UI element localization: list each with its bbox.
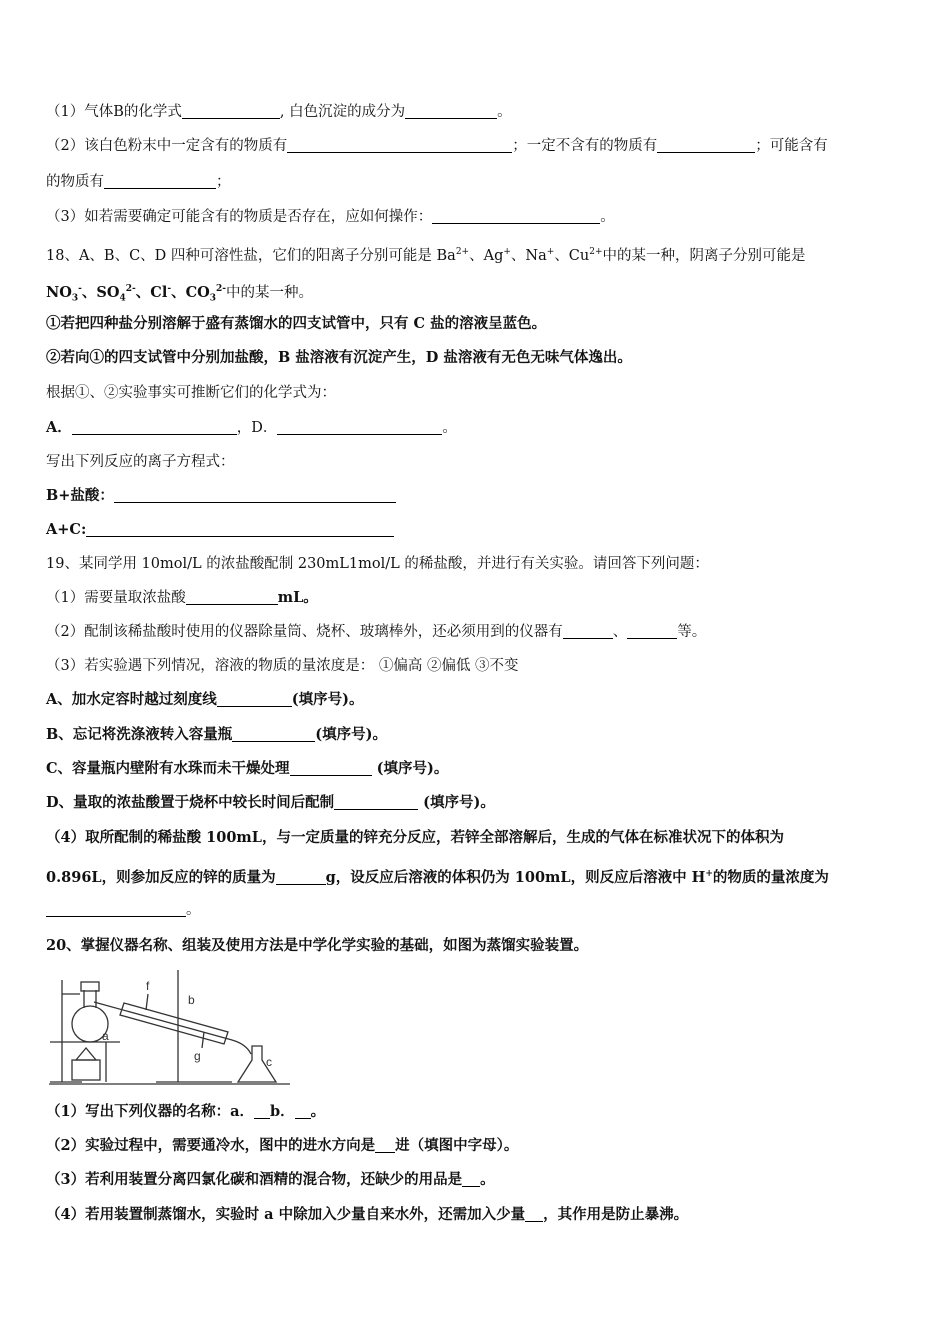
answer-blank[interactable] [375, 1137, 395, 1153]
answer-blank[interactable] [525, 1206, 543, 1222]
label: A． [46, 419, 72, 436]
case-text: A、加水定容时越过刻度线 [46, 691, 217, 708]
case-hint: (填序号)。 [315, 726, 387, 743]
answer-blank[interactable] [462, 1171, 480, 1187]
ion: 、Na [510, 247, 547, 264]
q19-case-d [46, 793, 904, 813]
answer-blank[interactable] [182, 103, 280, 119]
q20-part4 [46, 1205, 904, 1225]
ion: 、SO [81, 283, 120, 301]
q17-p2-text: （2）该白色粉末中一定含有的物质有 [46, 138, 288, 154]
q20-part1 [46, 1102, 904, 1122]
q19-part2 [46, 622, 904, 642]
answer-blank[interactable] [232, 726, 315, 742]
charge: 2+ [589, 247, 603, 257]
ion: 、CO [171, 283, 210, 301]
stopper [81, 982, 99, 991]
case-hint: (填序号)。 [418, 794, 495, 811]
punct: 。 [310, 1103, 326, 1120]
q17-p2-text3: ；可能含有 [755, 138, 828, 154]
q18-stem [46, 242, 904, 266]
q20-p4-text2: ，其作用是防止暴沸。 [543, 1206, 689, 1223]
q17-p1-text: （1）气体B的化学式 [46, 104, 182, 120]
water-outlet [146, 994, 148, 1010]
q19-p1-text: （1）需要量取浓盐酸 [46, 590, 186, 606]
q19-p2-text2: 等。 [677, 624, 707, 640]
answer-blank[interactable] [657, 137, 755, 153]
label-g: g [194, 1049, 201, 1063]
q18-infer: 根据①、②实验事实可推断它们的化学式为： [46, 385, 336, 401]
label: B+盐酸： [46, 487, 114, 504]
q19-p4-text2: g，设反应后溶液的体积仍为 100mL，则反应后溶液中 H [325, 868, 706, 886]
q19-p4-text: 0.896L，则参加反应的锌的质量为 [46, 868, 276, 886]
q18-stem-text2: 中的某一种，阴离子分别可能是 [602, 247, 806, 264]
answer-blank[interactable] [104, 173, 216, 189]
case-text: B、忘记将洗涤液转入容量瓶 [46, 726, 233, 743]
distillation-apparatus-figure [46, 968, 294, 1090]
q20-p2-text: （2）实验过程中，需要通冷水，图中的进水方向是 [46, 1137, 376, 1154]
q20-p4-text: （4）若用装置制蒸馏水，实验时 a 中除加入少量自来水外，还需加入少量 [46, 1206, 526, 1223]
answer-blank[interactable] [276, 869, 326, 885]
q18-exp1: ①若把四种盐分别溶解于盛有蒸馏水的四支试管中，只有 C 盐的溶液呈蓝色。 [46, 315, 547, 332]
answer-blank[interactable] [290, 760, 372, 776]
charge: + [705, 869, 713, 879]
unit: mL。 [277, 589, 318, 606]
q17-part3 [46, 207, 904, 227]
subscript: 3 [71, 293, 79, 304]
charge: 2- [125, 284, 136, 294]
q20-p1-text: （1）写出下列仪器的名称：a． [46, 1103, 254, 1120]
q19-part4-cont [46, 864, 904, 888]
punct: 。 [497, 104, 512, 120]
subscript: 4 [119, 293, 126, 304]
answer-blank[interactable] [334, 794, 418, 810]
answer-blank[interactable] [287, 137, 512, 153]
q17-part1 [46, 102, 904, 122]
charge: - [167, 284, 172, 294]
condenser-tube [94, 1002, 232, 1040]
answer-blank[interactable] [46, 901, 186, 917]
answer-blank[interactable] [405, 103, 497, 119]
q19-p2-text: （2）配制该稀盐酸时使用的仪器除量筒、烧杯、玻璃棒外，还必须用到的仪器有 [46, 624, 563, 640]
charge: 2+ [455, 247, 470, 257]
answer-blank[interactable] [254, 1103, 270, 1119]
punct: 。 [600, 209, 615, 225]
ion: 、Ag [469, 247, 504, 264]
ion: 、Cu [554, 247, 590, 264]
punct: ； [216, 174, 231, 190]
q20-stem: 20、掌握仪器名称、组装及使用方法是中学化学实验的基础，如图为蒸馏实验装置。 [46, 937, 589, 954]
alcohol-lamp [72, 1060, 100, 1080]
answer-blank[interactable] [432, 208, 600, 224]
answer-blank[interactable] [217, 691, 292, 707]
answer-blank[interactable] [72, 419, 237, 435]
answer-blank[interactable] [114, 487, 396, 503]
q18-b-hcl [46, 486, 904, 506]
q17-part2 [46, 136, 904, 156]
q19-case-b [46, 725, 904, 745]
adapter [232, 1040, 251, 1054]
charge: + [546, 247, 555, 257]
answer-blank[interactable] [295, 1103, 311, 1119]
case-text: D、量取的浓盐酸置于烧杯中较长时间后配制 [46, 794, 335, 811]
ion: NO [46, 283, 72, 301]
case-text: C、容量瓶内壁附有水珠而未干燥处理 [46, 760, 290, 777]
q19-part1 [46, 588, 904, 608]
q17-p3-text: （3）如若需要确定可能含有的物质是否存在，应如何操作： [46, 209, 433, 225]
q20-p1-text2: b． [269, 1103, 295, 1120]
punct: 。 [186, 902, 201, 918]
q18-ionic: 写出下列反应的离子方程式： [46, 454, 235, 470]
punct: 。 [442, 420, 457, 436]
answer-blank[interactable] [563, 623, 613, 639]
q17-p1-text2: , 白色沉淀的成分为 [279, 104, 406, 120]
q19-stem: 19、某同学用 10mol/L 的浓盐酸配制 230mL1mol/L 的稀盐酸，并进行有关实验。请回答下列问题： [46, 556, 709, 572]
punct: 。 [480, 1171, 495, 1188]
q19-case-c [46, 759, 904, 779]
answer-blank[interactable] [186, 589, 278, 605]
punct: 、 [612, 624, 628, 640]
label-f: f [146, 979, 150, 993]
answer-blank[interactable] [86, 521, 394, 537]
charge: - [78, 284, 82, 294]
q20-part3 [46, 1170, 904, 1190]
charge: + [503, 247, 511, 257]
q17-p2-text4: 的物质有 [46, 174, 104, 190]
q18-stem-text: 18、A、B、C、D 四种可溶性盐，它们的阳离子分别可能是 Ba [46, 247, 456, 264]
subscript: 3 [209, 293, 217, 304]
q18-exp2: ②若向①的四支试管中分别加盐酸，B 盐溶液有沉淀产生，D 盐溶液有无色无味气体逸出。 [46, 349, 632, 366]
label-a: a [102, 1029, 109, 1043]
answer-blank[interactable] [627, 623, 677, 639]
q18-stem-text3: 中的某一种。 [226, 284, 314, 301]
q20-part2 [46, 1136, 904, 1156]
burner-flame [76, 1048, 96, 1060]
q18-ad-answers [46, 418, 904, 438]
label-b: b [188, 993, 195, 1007]
q19-part4-end [46, 900, 904, 920]
q18-anions [46, 279, 904, 309]
case-hint: (填序号)。 [371, 760, 449, 777]
q19-part4: （4）取所配制的稀盐酸 100mL，与一定质量的锌充分反应，若锌全部溶解后，生成的气体在标准状况下的体积为 [46, 829, 784, 846]
q19-case-a [46, 690, 904, 710]
q19-p4-text3: 的物质的量浓度为 [712, 868, 829, 886]
q17-p2-text2: ；一定不含有的物质有 [512, 138, 658, 154]
water-inlet [202, 1032, 204, 1048]
q20-p2-text2: 进（填图中字母）。 [395, 1137, 519, 1154]
q17-part2-cont [46, 172, 904, 192]
q19-part3: （3）若实验遇下列情况，溶液的物质的量浓度是： ①偏高 ②偏低 ③不变 [46, 658, 519, 674]
case-hint: (填序号)。 [291, 691, 364, 708]
label-c: c [266, 1055, 272, 1069]
label: A+C: [46, 521, 87, 538]
q20-p3-text: （3）若利用装置分离四氯化碳和酒精的混合物，还缺少的用品是 [46, 1171, 463, 1188]
answer-blank[interactable] [277, 419, 442, 435]
label: ，D． [236, 420, 278, 436]
ion: 、Cl [135, 283, 168, 301]
q18-a-c [46, 520, 904, 540]
charge: 2- [216, 284, 227, 294]
